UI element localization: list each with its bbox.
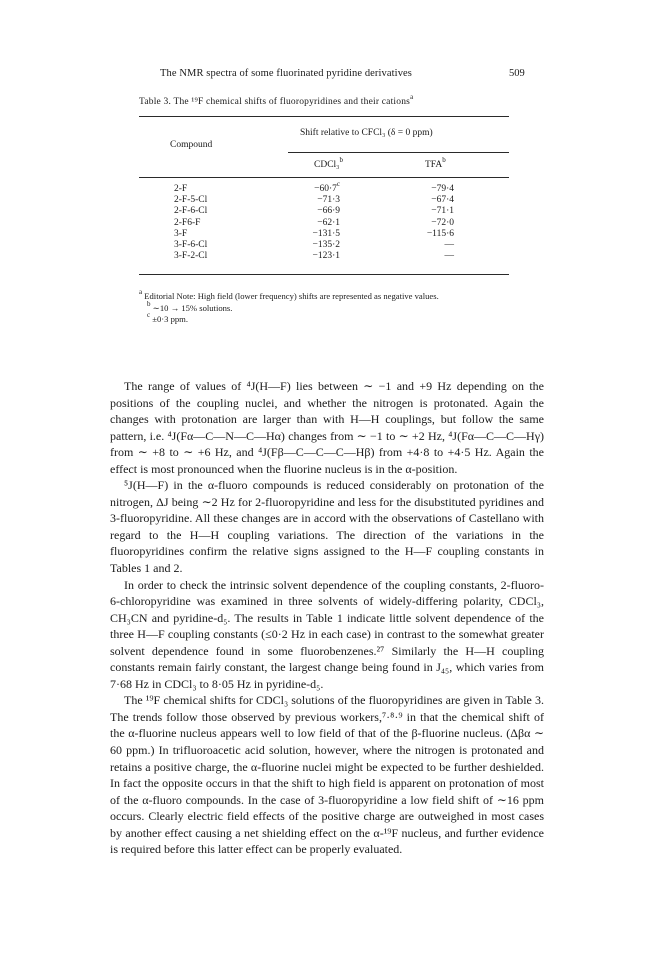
column-group-header: Shift relative to CFCl₃ (δ = 0 ppm)	[300, 128, 433, 138]
cdcl3-cell: −66·9	[317, 206, 340, 217]
table-header-rule	[139, 177, 509, 178]
compound-column	[174, 184, 207, 262]
compound-cell: 3-F-6-Cl	[174, 240, 208, 251]
table-caption	[139, 93, 414, 107]
tfa-cell: −115·6	[426, 228, 454, 239]
tfa-cell: −79·4	[431, 184, 454, 194]
cdcl3-column	[290, 180, 340, 262]
cdcl3-cell: −131·5	[312, 228, 340, 239]
table-footnotes	[139, 288, 519, 326]
compound-cell: 2-F-6-Cl	[174, 206, 208, 217]
compound-cell: 3-F-2-Cl	[174, 251, 208, 262]
table-caption-text: Table 3. The ¹⁹F chemical shifts of fluoropyridines and their cations	[139, 97, 411, 107]
tfa-cell: −72·0	[431, 217, 454, 228]
running-head: The NMR spectra of some fluorinated pyridine derivatives	[160, 68, 412, 79]
page-number: 509	[509, 68, 525, 79]
cdcl3-cell: −123·1	[312, 251, 340, 262]
tfa-column-header: TFA$^b$	[425, 156, 446, 170]
table-group-rule	[288, 152, 509, 153]
table-bottom-rule	[139, 274, 509, 275]
table-caption-footnote-mark: a	[410, 93, 414, 101]
paragraph: ⁵J(H—F) in the α-fluoro compounds is reduced considerably on protonation of the nitrogen, ΔJ being ∼2 Hz for 2-fluoropyridine and less for the disubstituted pyridines and 3-fluoropyridine. All these changes are in accord with the observations of Castellano with regard to the H—H coupling variations. The direction of the variations in the fluoropyridines confirm the relative signs assigned to the H—F coupling constants in Tables 1 and 2.	[110, 478, 544, 576]
tfa-cell: —	[444, 240, 454, 251]
tfa-cell: —	[444, 251, 454, 262]
footnote-c: $^c$ ±0·3 ppm.	[147, 311, 189, 325]
compound-column-header: Compound	[170, 140, 213, 150]
paragraph: The ¹⁹F chemical shifts for CDCl₃ solutions of the fluoropyridines are given in Table 3. The trends follow those observed by previous workers,⁷·⁸·⁹ in that the chemical shift of the α-fluorine nucleus appears well to low field of that of the β-fluorine nucleus. (Δβα ∼ 60 ppm.) In trifluoroacetic acid solution, however, where the nitrogen is protonated and retains a positive charge, the α-fluorine nuclei might be expected to be further deshielded. In fact the opposite occurs in that the shift to high field is apparent on protonation of most of the α-fluoro compounds. In the case of 3-fluoropyridine a low field shift of ∼16 ppm occurs. Clearly electric field effects of the positive charge are outweighed in most cases by another effect causing a net shielding effect on the α-¹⁹F nucleus, and further evidence is required before this latter effect can be properly evaluated.	[110, 693, 544, 857]
tfa-column	[404, 184, 454, 262]
paragraph: In order to check the intrinsic solvent dependence of the coupling constants, 2-fluoro-6-chloropyridine was examined in three solvents of widely-differing polarity, CDCl₃, CH₃CN and pyridine-d₅. The results in Table 1 indicate little solvent dependence of the three H—F coupling constants (≤0·2 Hz in each case) in contrast to the somewhat greater solvent dependence found in some fluorobenzenes.²⁷ Similarly the H—H coupling constants remain fairly constant, the largest change being found in J₄₅, which varies from 7·68 Hz in CDCl₃ to 8·05 Hz in pyridine-d₅.	[110, 577, 544, 691]
compound-cell: 2-F6-F	[174, 217, 201, 228]
cdcl3-cell: $-60\cdot 7^c$	[314, 180, 340, 194]
cdcl3-column-header: CDCl₃$^b$	[314, 156, 343, 170]
compound-cell: 2-F	[174, 184, 188, 194]
cdcl3-cell: −135·2	[312, 240, 340, 251]
body-text	[110, 378, 544, 858]
tfa-cell: −71·1	[431, 206, 454, 217]
footnote-a: $^a$ Editorial Note: High field (lower frequency) shifts are represented as negative values.	[139, 288, 439, 301]
cdcl3-footnote-mark: c	[336, 180, 340, 188]
compound-cell: 3-F	[174, 228, 188, 239]
footnote-b: $^b$ ∼10 → 15% solutions.	[147, 299, 233, 313]
paragraph: The range of values of ⁴J(H—F) lies between ∼ −1 and +9 Hz depending on the positions of the coupling nuclei, and whether the nitrogen is protonated. Again the changes with protonation are larger than with H—H couplings, but follow the same pattern, i.e. ⁴J(Fα—C—N—C—Hα) changes from ∼ −1 to ∼ +2 Hz, ⁴J(Fα—C—C—Hγ) from ∼ +8 to ∼ +6 Hz, and ⁴J(Fβ—C—C—C—Hβ) from +4·8 to +4·5 Hz. Again the effect is most pronounced when the fluorine nucleus is in the α-position.	[110, 379, 544, 476]
cdcl3-cell: −71·3	[317, 195, 340, 206]
tfa-cell: −67·4	[431, 195, 454, 206]
cdcl3-cell: −62·1	[317, 217, 340, 228]
table-top-rule	[139, 116, 509, 117]
compound-cell: 2-F-5-Cl	[174, 195, 208, 206]
